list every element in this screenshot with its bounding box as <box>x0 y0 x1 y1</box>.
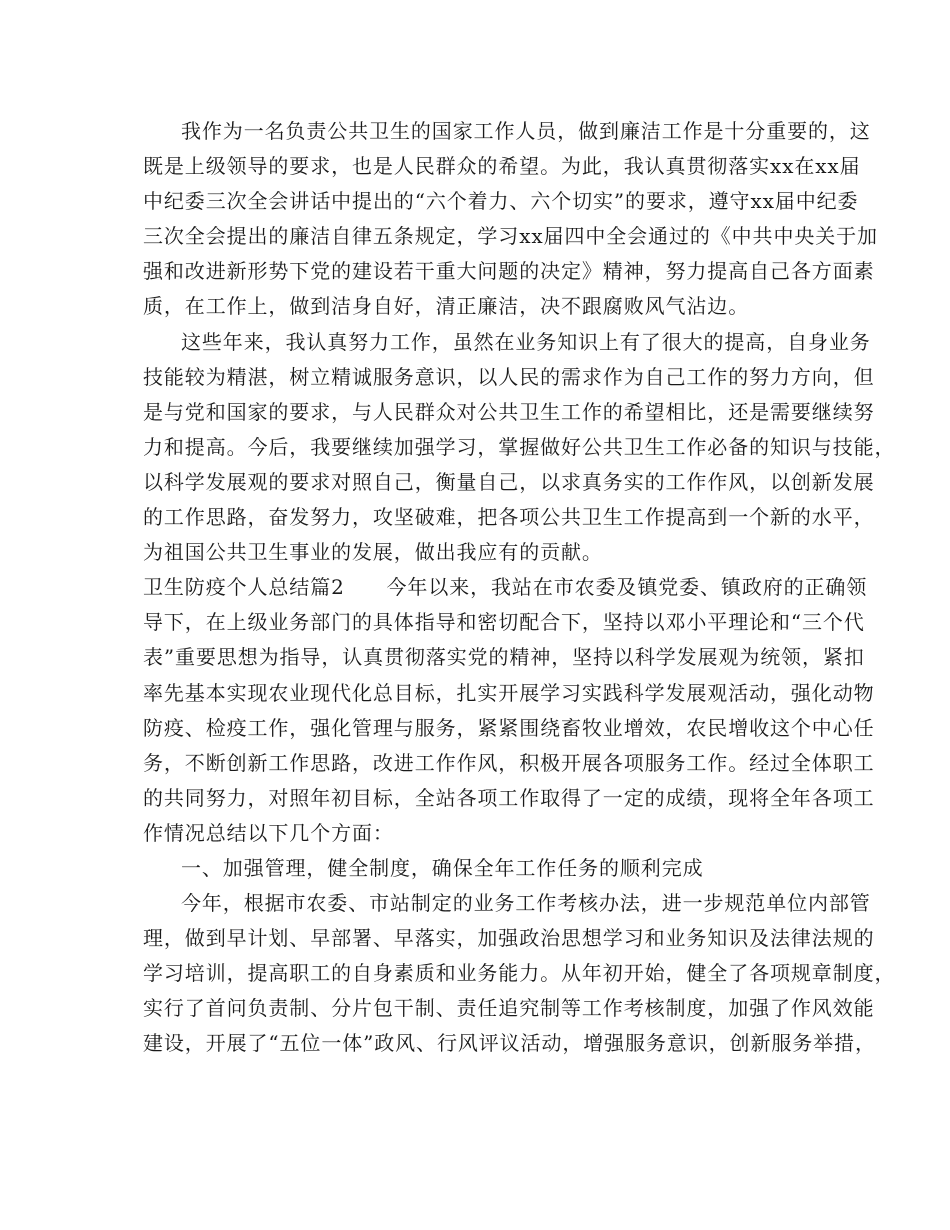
document-body <box>143 114 896 1062</box>
text-line: 一、加强管理，健全制度，确保全年工作任务的顺利完成 <box>181 855 704 880</box>
text-line: 防疫、检疫工作，强化管理与服务，紧紧围绕畜牧业增效，农民增收这个中心任 <box>143 715 875 740</box>
text-line: 力和提高。今后，我要继续加强学习，掌握做好公共卫生工作必备的知识与技能， <box>143 434 896 459</box>
text-line: 卫生防疫个人总结篇2 今年以来，我站在市农委及镇党委、镇政府的正确领 <box>143 575 868 600</box>
text-line: 今年，根据市农委、市站制定的业务工作考核办法，进一步规范单位内部管 <box>181 891 871 916</box>
text-line: 以科学发展观的要求对照自己，衡量自己，以求真务实的工作作风，以创新发展 <box>143 469 875 494</box>
text-line: 我作为一名负责公共卫生的国家工作人员，做到廉洁工作是十分重要的，这 <box>181 119 871 143</box>
text-line: 为祖国公共卫生事业的发展，做出我应有的贡献。 <box>143 540 603 565</box>
text-line: 是与党和国家的要求，与人民群众对公共卫生工作的希望相比，还是需要继续努 <box>143 399 875 424</box>
text-line: 实行了首问负责制、分片包干制、责任追究制等工作考核制度，加强了作风效能 <box>143 996 875 1021</box>
text-line: 技能较为精湛，树立精诚服务意识，以人民的需求作为自己工作的努力方向，但 <box>143 364 875 389</box>
text-line: 质，在工作上，做到洁身自好，清正廉洁，决不跟腐败风气沾边。 <box>143 294 750 319</box>
text-line: 强和改进新形势下党的建设若干重大问题的决定》精神，努力提高自己各方面素 <box>143 259 875 284</box>
text-line: 学习培训，提高职工的自身素质和业务能力。从年初开始，健全了各项规章制度， <box>143 961 896 986</box>
text-line: 的共同努力，对照年初目标，全站各项工作取得了一定的成绩，现将全年各项工 <box>143 785 875 810</box>
text-line: 务，不断创新工作思路，改进工作作风，积极开展各项服务工作。经过全体职工 <box>143 750 875 775</box>
text-line: 既是上级领导的要求，也是人民群众的希望。为此，我认真贯彻落实xx在xx届 <box>143 154 861 179</box>
text-line: 导下，在上级业务部门的具体指导和密切配合下，坚持以邓小平理论和“三个代 <box>143 610 865 635</box>
text-line: 率先基本实现农业现代化总目标，扎实开展学习实践科学发展观活动，强化动物 <box>143 680 875 705</box>
text-line: 建设，开展了“五位一体”政风、行风评议活动，增强服务意识，创新服务举措， <box>143 1031 876 1056</box>
text-line: 三次全会提出的廉洁自律五条规定，学习xx届四中全会通过的《中共中央关于加 <box>143 224 878 249</box>
text-line: 理，做到早计划、早部署、早落实，加强政治思想学习和业务知识及法律法规的 <box>143 926 875 951</box>
text-line: 的工作思路，奋发努力，攻坚破难，把各项公共卫生工作提高到一个新的水平， <box>143 505 875 530</box>
text-line: 这些年来，我认真努力工作，虽然在业务知识上有了很大的提高，自身业务 <box>181 329 871 354</box>
text-line: 中纪委三次全会讲话中提出的“六个着力、六个切实”的要求，遵守xx届中纪委 <box>143 189 859 214</box>
text-line: 表”重要思想为指导，认真贯彻落实党的精神，坚持以科学发展观为统领，紧扣 <box>143 645 865 670</box>
text-line: 作情况总结以下几个方面： <box>143 820 394 845</box>
